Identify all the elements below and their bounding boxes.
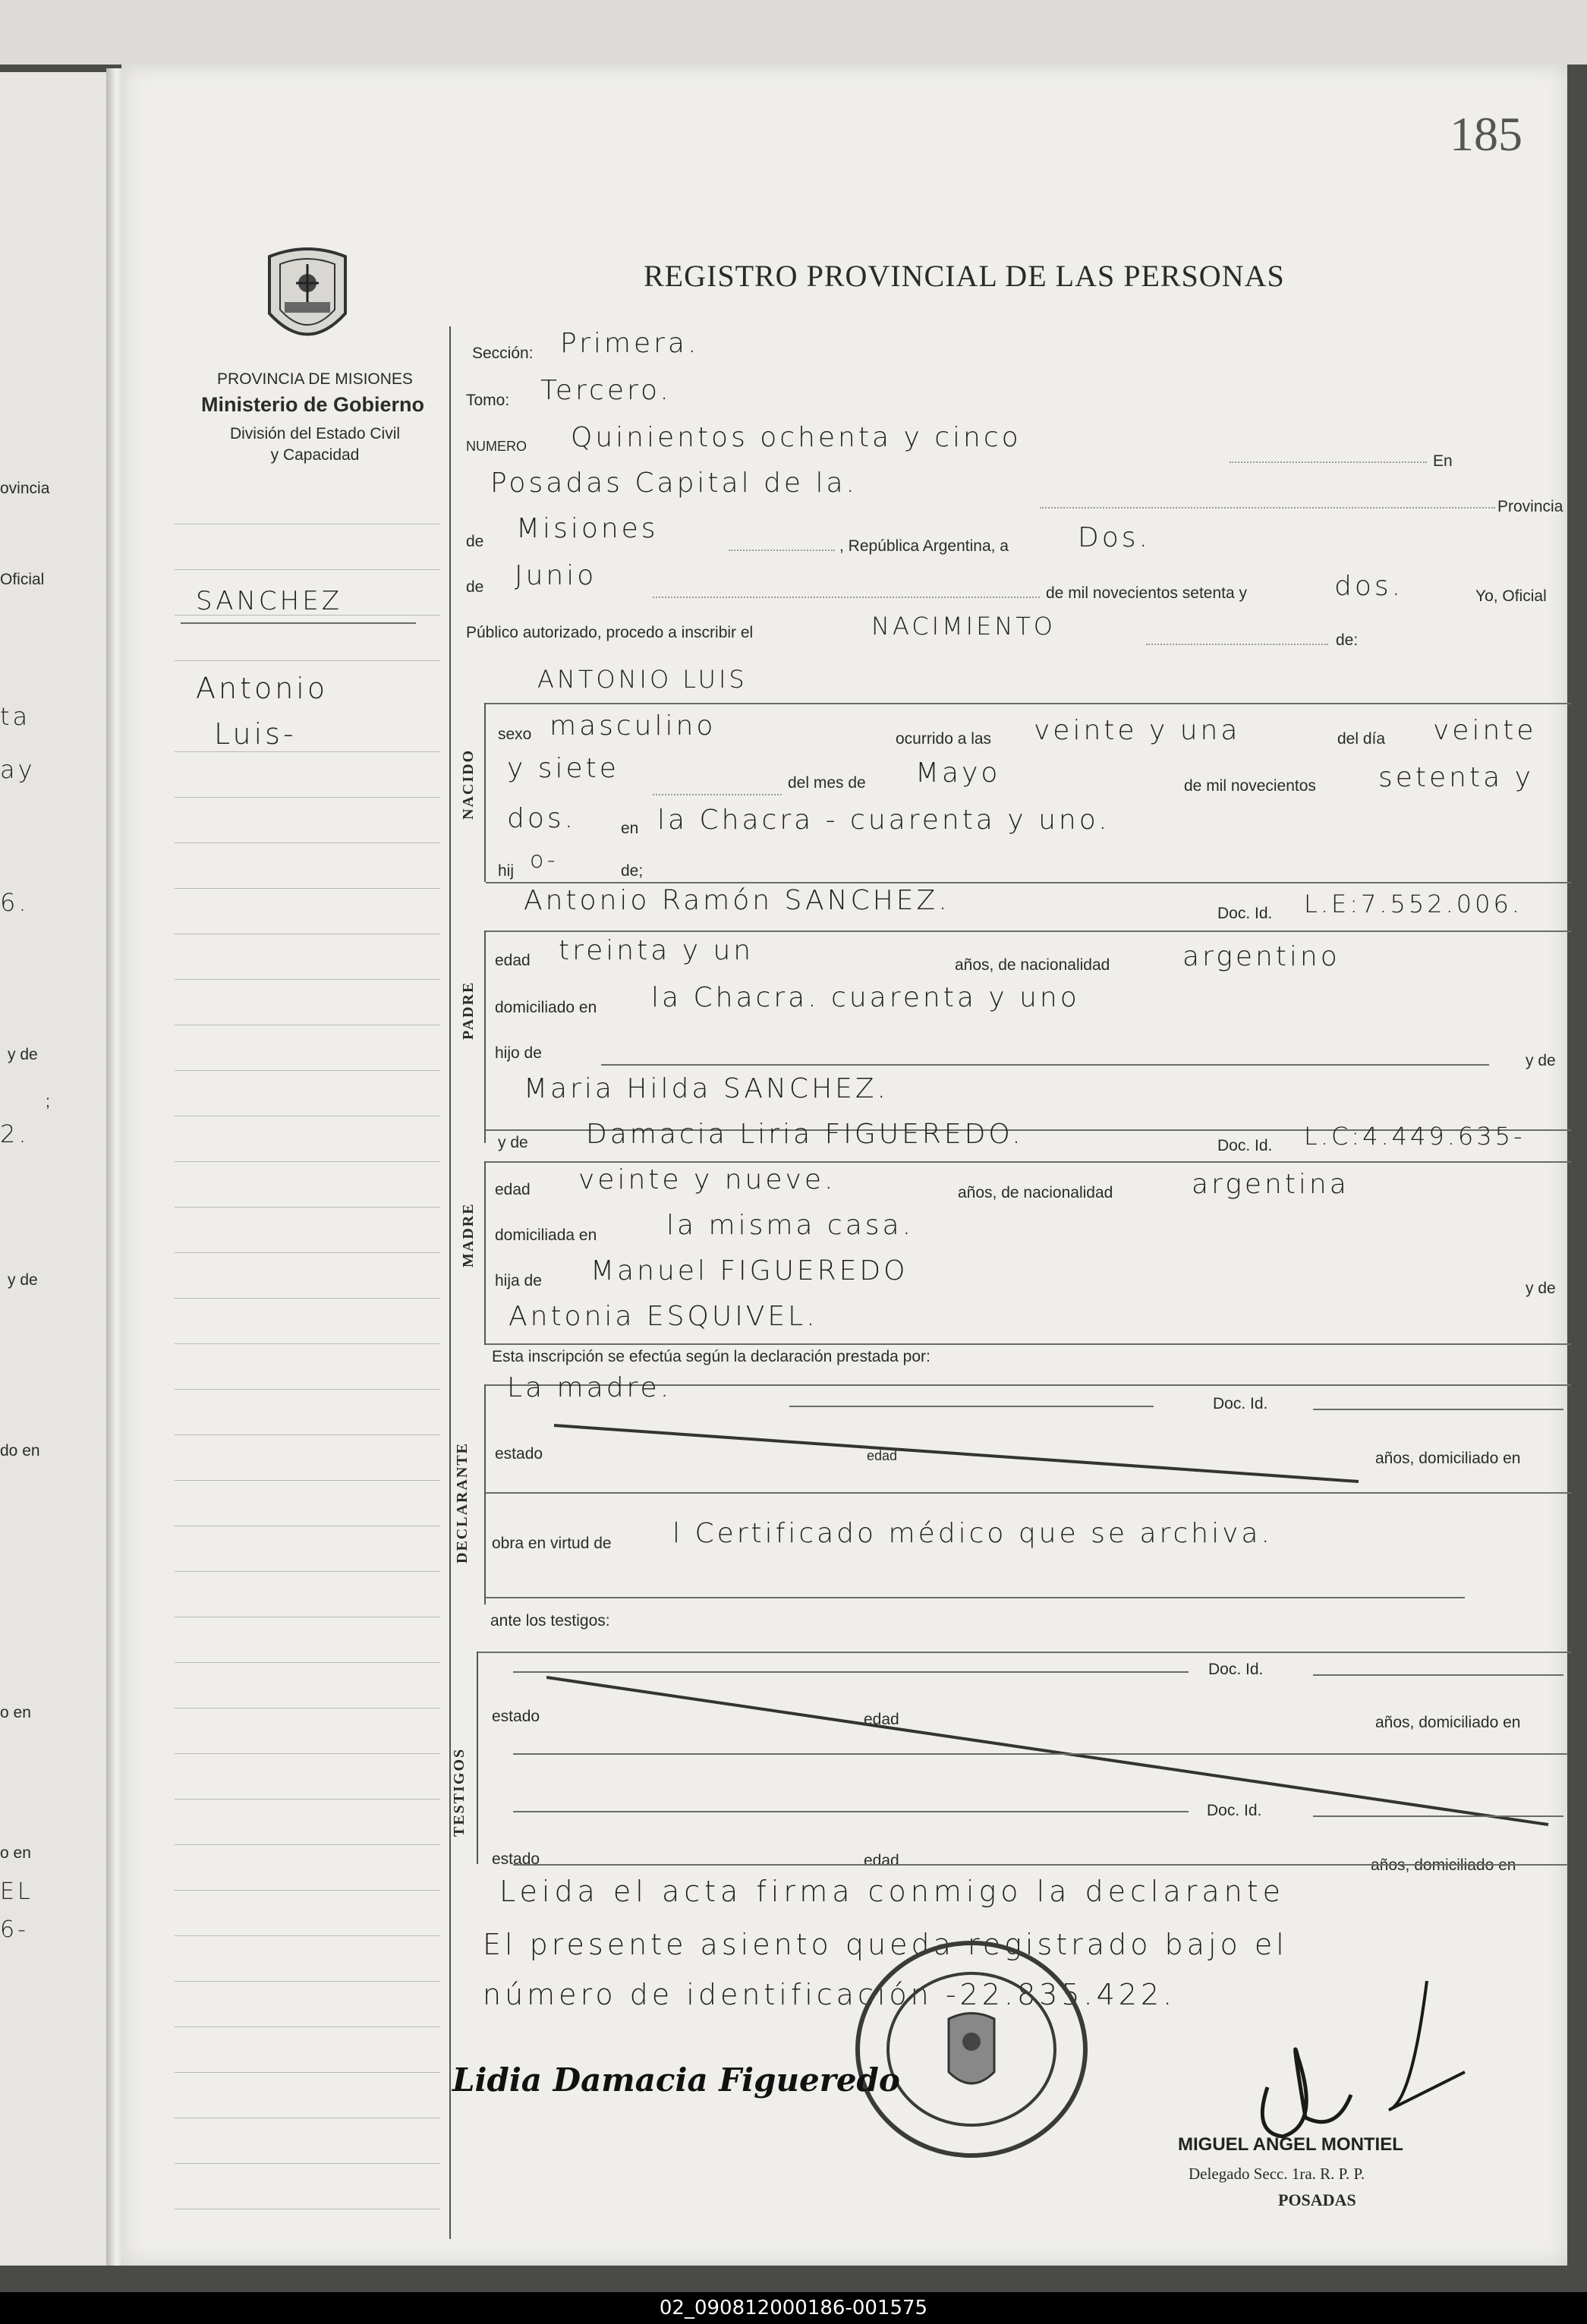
label-y-de-madre: y de: [498, 1134, 528, 1151]
label-y-de-padre: y de: [1526, 1052, 1556, 1069]
label-edad-madre: edad: [495, 1181, 531, 1198]
label-ante-testigos: ante los testigos:: [490, 1612, 610, 1630]
label-sexo: sexo: [498, 726, 532, 743]
value-padre-nombre: Antonio Ramón SANCHEZ.: [524, 885, 950, 916]
label-edad-declarante: edad: [867, 1448, 898, 1463]
strike-line-declarante: [554, 1419, 1366, 1488]
label-doc-id-testigo-1: Doc. Id.: [1208, 1661, 1264, 1678]
closing-line-3: número de identificación -22.835.422.: [483, 1978, 1176, 2011]
label-obra: obra en virtud de: [492, 1535, 612, 1552]
label-edad-padre: edad: [495, 952, 531, 969]
label-edad-testigo-2: edad: [864, 1852, 899, 1869]
label-estado-testigo-2: estado: [492, 1850, 540, 1868]
label-publico: Público autorizado, procedo a inscribir el: [466, 624, 754, 641]
label-en-lugar: en: [621, 820, 639, 837]
section-label-nacido: NACIDO: [460, 748, 477, 820]
value-acto: NACIMIENTO: [871, 612, 1056, 641]
label-nacionalidad-padre: años, de nacionalidad: [955, 956, 1110, 974]
left-fragment: o en: [0, 1704, 31, 1721]
label-doc-id-declarante: Doc. Id.: [1213, 1395, 1268, 1412]
section-label-testigos: TESTIGOS: [451, 1747, 468, 1837]
label-del-mes: del mes de: [788, 774, 866, 792]
value-sexo: masculino: [549, 710, 716, 742]
label-del-dia: del día: [1337, 730, 1386, 748]
section-label-padre: PADRE: [460, 981, 477, 1040]
closing-line-2: El presente asiento queda registrado bajo el: [483, 1928, 1288, 1961]
left-fragment: ay: [0, 755, 36, 784]
value-madre-edad: veinte y nueve.: [578, 1164, 836, 1195]
label-doc-id-madre: Doc. Id.: [1217, 1137, 1273, 1154]
label-de-mil-2: de mil novecientos: [1184, 777, 1316, 795]
value-abuela-materna: Antonia ESQUIVEL.: [509, 1301, 818, 1332]
value-madre-doc: L.C:4.449.635-: [1304, 1122, 1526, 1151]
official-stamp: [842, 1928, 1101, 2171]
province-coat-of-arms: [262, 241, 353, 355]
value-mes-nacimiento: Mayo: [915, 757, 1001, 789]
left-fragment: ta: [0, 702, 31, 731]
declarant-signature: Lidia Damacia Figueredo: [452, 2061, 900, 2099]
value-mes: Junio: [515, 560, 597, 591]
label-y-de-abuela: y de: [1526, 1280, 1556, 1297]
left-fragment: y de: [8, 1271, 38, 1289]
background-top: [0, 0, 1587, 65]
province-heading: PROVINCIA DE MISIONES: [217, 370, 413, 388]
value-madre-nacionalidad: argentina: [1192, 1169, 1349, 1200]
left-fragment: ovincia: [0, 480, 50, 497]
label-nacionalidad-madre: años, de nacionalidad: [958, 1184, 1113, 1201]
book-spine: [106, 68, 123, 2266]
value-tomo: Tercero.: [540, 375, 672, 406]
section-label-declarante: DECLARANTE: [454, 1441, 471, 1564]
division-heading-2: y Capacidad: [270, 446, 360, 464]
label-estado-testigo-1: estado: [492, 1708, 540, 1725]
value-hij: o-: [530, 847, 559, 874]
value-lugar-nacimiento: la Chacra - cuarenta y uno.: [657, 805, 1110, 836]
label-de-mil: de mil novecientos setenta y: [1046, 584, 1247, 602]
label-doc-id-testigo-2: Doc. Id.: [1207, 1802, 1262, 1819]
label-edad-testigo-1: edad: [864, 1711, 899, 1728]
label-domiciliado-testigo-1: años, domiciliado en: [1375, 1714, 1521, 1731]
value-anio-1: setenta y: [1378, 762, 1534, 793]
image-id-footer: 02_090812000186-001575: [0, 2292, 1587, 2324]
closing-line-1: Leida el acta firma conmigo la declarante: [499, 1875, 1286, 1908]
official-name: MIGUEL ANGEL MONTIEL: [1178, 2134, 1403, 2155]
label-hij: hij: [498, 862, 515, 880]
left-fragment: y de: [8, 1046, 38, 1063]
left-fragment: ;: [46, 1093, 50, 1110]
value-anio-2: dos.: [507, 803, 577, 834]
margin-given-name-2: Luis-: [214, 717, 297, 751]
value-hora: veinte y una: [1034, 715, 1241, 746]
label-de: de: [466, 533, 484, 550]
label-estado-declarante: estado: [495, 1445, 543, 1463]
label-seccion: Sección:: [472, 345, 534, 362]
left-fragment: 6.: [0, 888, 30, 917]
official-signature-mark: [1237, 1981, 1480, 2148]
value-madre-nombre: Damacia Liria FIGUEREDO.: [586, 1119, 1024, 1150]
page-title: REGISTRO PROVINCIAL DE LAS PERSONAS: [644, 259, 1285, 293]
label-republica: , República Argentina, a: [839, 537, 1009, 555]
label-hijo-de: hijo de: [495, 1044, 542, 1062]
value-dia-2: y siete: [507, 753, 619, 784]
page-number: 185: [1450, 107, 1522, 161]
value-dia: veinte: [1433, 715, 1537, 746]
label-en: En: [1433, 452, 1453, 470]
value-lugar: Posadas Capital de la.: [490, 468, 858, 499]
value-nombre: ANTONIO LUIS: [537, 665, 748, 694]
margin-surname: SANCHEZ: [196, 586, 342, 616]
column-divider: [449, 326, 451, 2239]
value-padre-edad: treinta y un: [559, 935, 754, 966]
left-fragment: Oficial: [0, 571, 45, 588]
label-domiciliado-declarante: años, domiciliado en: [1375, 1450, 1521, 1467]
strike-line-testigos: [546, 1673, 1556, 1832]
value-obra: l Certificado médico que se archiva.: [672, 1518, 1273, 1549]
value-anio: dos.: [1334, 571, 1404, 602]
label-de-colon: de:: [1336, 631, 1359, 649]
division-heading: División del Estado Civil: [229, 425, 401, 442]
section-label-madre: MADRE: [460, 1202, 477, 1267]
label-domiciliado-testigo-2: años, domiciliado en: [1371, 1856, 1516, 1874]
value-madre-domicilio: la misma casa.: [666, 1210, 915, 1241]
margin-given-name: Antonio: [196, 672, 329, 705]
value-seccion: Primera.: [560, 328, 700, 359]
official-title: Delegado Secc. 1ra. R. P. P.: [1189, 2165, 1365, 2183]
value-numero: Quinientos ochenta y cinco: [571, 422, 1022, 453]
label-yo-oficial: Yo, Oficial: [1475, 587, 1547, 605]
label-tomo: Tomo:: [466, 392, 510, 409]
value-declarante: La madre.: [507, 1372, 672, 1403]
label-ocurrido: ocurrido a las: [896, 730, 992, 748]
label-de-mes: de: [466, 578, 484, 596]
label-hija-de: hija de: [495, 1272, 542, 1290]
label-domiciliado-padre: domiciliado en: [495, 999, 597, 1016]
left-fragment: 2.: [0, 1119, 30, 1148]
value-abuela-paterna: Maria Hilda SANCHEZ.: [524, 1073, 889, 1104]
value-padre-doc: L.E:7.552.006.: [1304, 890, 1523, 918]
official-city: POSADAS: [1278, 2190, 1356, 2209]
label-provincia: Provincia: [1497, 498, 1563, 515]
value-dia-letra: Dos.: [1078, 522, 1151, 553]
label-doc-id-padre: Doc. Id.: [1217, 905, 1273, 922]
label-inscripcion: Esta inscripción se efectúa según la declaración prestada por:: [492, 1348, 930, 1365]
left-fragment: do en: [0, 1442, 40, 1460]
label-numero: NUMERO: [466, 439, 527, 454]
left-fragment: 6-: [0, 1916, 29, 1943]
value-abuelo-materno: Manuel FIGUEREDO: [590, 1255, 908, 1286]
value-padre-domicilio: la Chacra. cuarenta y uno: [651, 982, 1080, 1013]
ministry-heading: Ministerio de Gobierno: [200, 393, 425, 416]
value-provincia: Misiones: [516, 513, 659, 544]
left-fragment: o en: [0, 1844, 31, 1862]
label-de-semicolon: de;: [621, 862, 644, 880]
value-padre-nacionalidad: argentino: [1182, 941, 1340, 972]
label-domiciliada: domiciliada en: [495, 1227, 597, 1244]
left-fragment: EL: [0, 1878, 33, 1905]
